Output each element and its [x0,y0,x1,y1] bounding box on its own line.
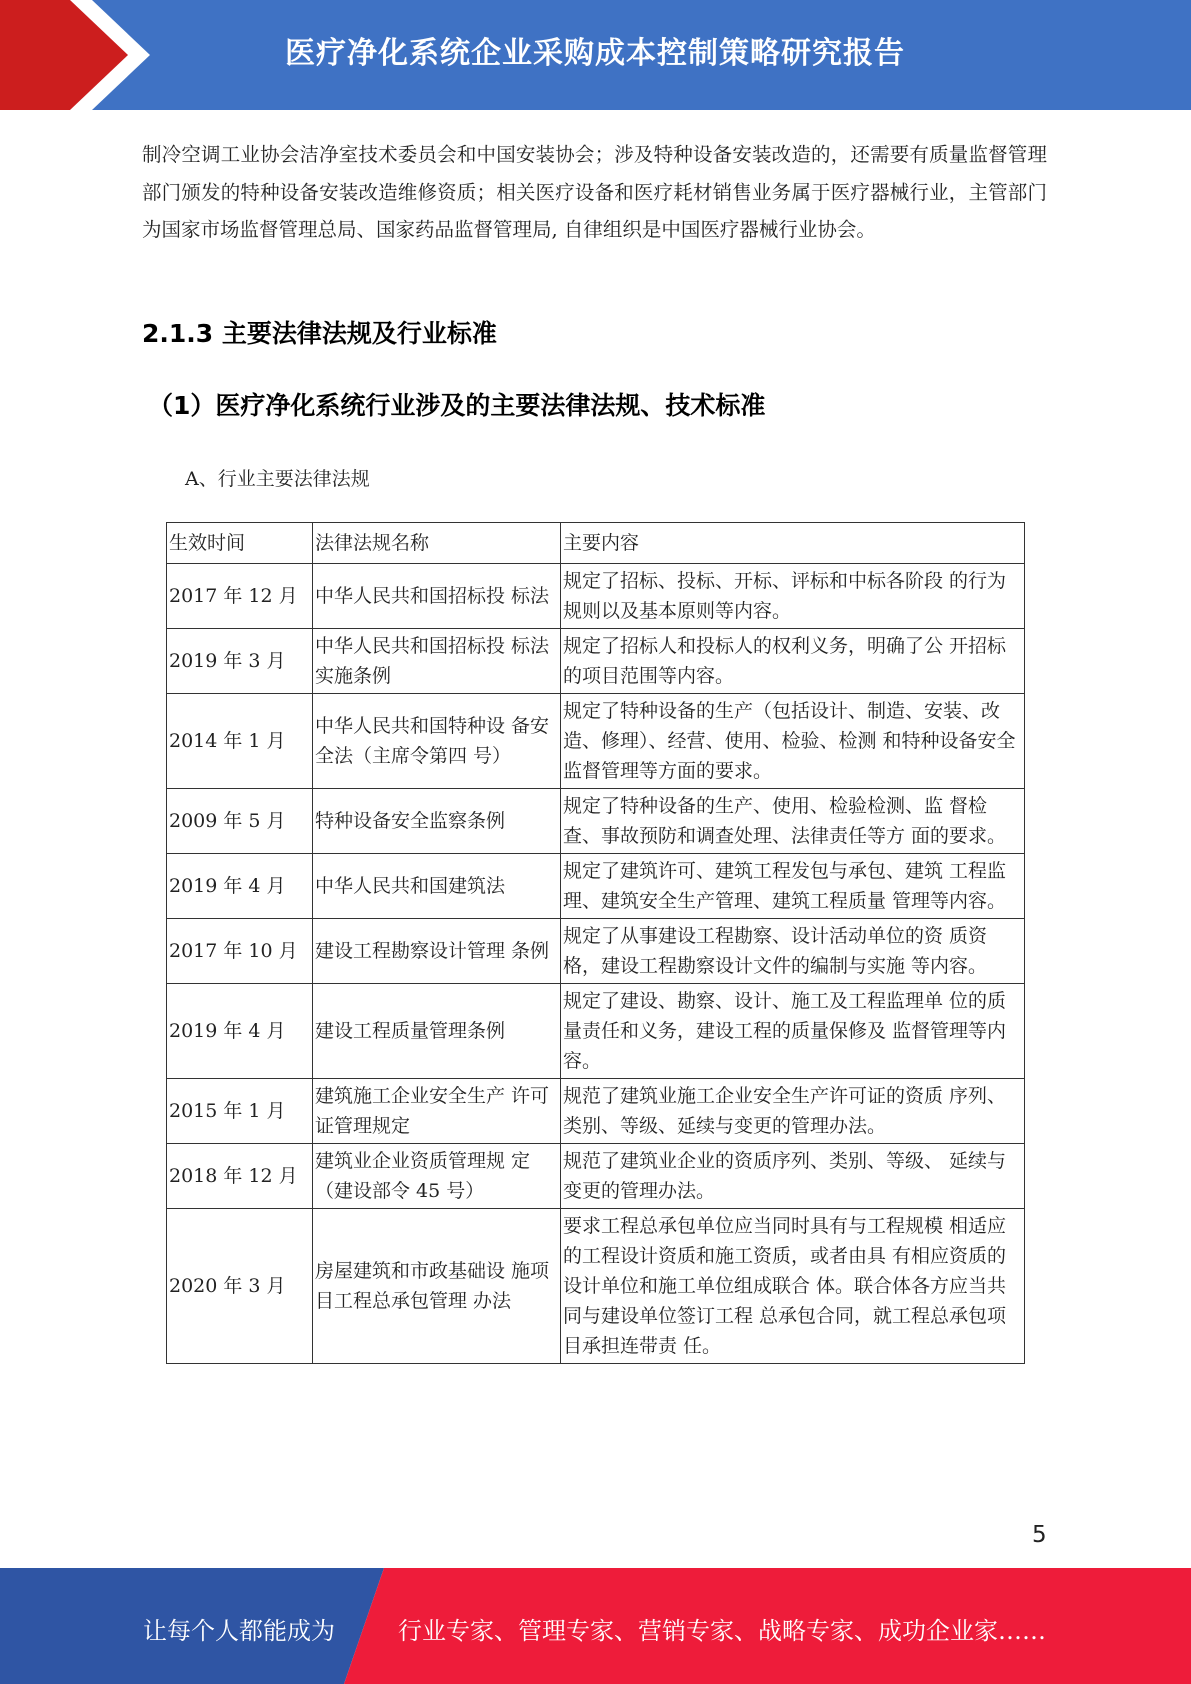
cell-content: 规定了招标人和投标人的权利义务，明确了公 开招标的项目范围等内容。 [561,629,1025,694]
subsection-a-label: A、行业主要法律法规 [185,468,370,490]
cell-date: 2019 年 4 月 [167,984,313,1079]
cell-content: 规定了建设、勘察、设计、施工及工程监理单 位的质量责任和义务，建设工程的质量保修及 监督管理等内容。 [561,984,1025,1079]
cell-name: 建设工程勘察设计管理 条例 [313,919,561,984]
table-row [167,1079,1025,1144]
cell-name: 建筑施工企业安全生产 许可证管理规定 [313,1079,561,1144]
cell-name: 建筑业企业资质管理规 定（建设部令 45 号） [313,1144,561,1209]
header-main-content: 主要内容 [561,523,1025,564]
cell-name: 中华人民共和国招标投 标法 [313,564,561,629]
cell-name: 中华人民共和国特种设 备安全法（主席令第四 号） [313,694,561,789]
cell-content: 规范了建筑业企业的资质序列、类别、等级、 延续与变更的管理办法。 [561,1144,1025,1209]
cell-name: 建设工程质量管理条例 [313,984,561,1079]
table-row [167,919,1025,984]
table-row [167,789,1025,854]
cell-date: 2009 年 5 月 [167,789,313,854]
cell-date: 2019 年 4 月 [167,854,313,919]
cell-date: 2017 年 10 月 [167,919,313,984]
cell-name: 房屋建筑和市政基础设 施项目工程总承包管理 办法 [313,1209,561,1364]
cell-content: 要求工程总承包单位应当同时具有与工程规模 相适应的工程设计资质和施工资质，或者由具 有相应资质的设计单位和施工单位组成联合 体。联合体各方应当共同与建设单位签订工程 总承包合同，就工程总承包项目承担连带责 任。 [561,1209,1025,1364]
table-row [167,984,1025,1079]
cell-date: 2018 年 12 月 [167,1144,313,1209]
cell-content: 规定了招标、投标、开标、评标和中标各阶段 的行为规则以及基本原则等内容。 [561,564,1025,629]
table-row [167,694,1025,789]
table-row [167,564,1025,629]
table-row [167,629,1025,694]
laws-table [166,522,1025,1364]
page-number: 5 [1032,1522,1047,1548]
table-row [167,1209,1025,1364]
cell-name: 特种设备安全监察条例 [313,789,561,854]
header-effective-date: 生效时间 [167,523,313,564]
footer-banner [0,1568,1191,1684]
cell-content: 规定了建筑许可、建筑工程发包与承包、建筑 工程监理、建筑安全生产管理、建筑工程质量 管理等内容。 [561,854,1025,919]
table-row [167,854,1025,919]
cell-name: 中华人民共和国招标投 标法实施条例 [313,629,561,694]
cell-content: 规定了特种设备的生产、使用、检验检测、监 督检查、事故预防和调查处理、法律责任等方 面的要求。 [561,789,1025,854]
cell-date: 2020 年 3 月 [167,1209,313,1364]
footer-slogan-right: 行业专家、管理专家、营销专家、战略专家、成功企业家…… [398,1617,1046,1645]
document-title: 医疗净化系统企业采购成本控制策略研究报告 [285,36,905,71]
cell-content: 规定了特种设备的生产（包括设计、制造、安装、改造、修理）、经营、使用、检验、检测 和特种设备安全监督管理等方面的要求。 [561,694,1025,789]
cell-date: 2015 年 1 月 [167,1079,313,1144]
cell-name: 中华人民共和国建筑法 [313,854,561,919]
subsection-heading: （1）医疗净化系统行业涉及的主要法律法规、技术标准 [148,391,766,420]
cell-date: 2014 年 1 月 [167,694,313,789]
section-heading: 2.1.3 主要法律法规及行业标准 [142,319,497,348]
table-row [167,1144,1025,1209]
header-banner [0,0,1191,110]
cell-content: 规定了从事建设工程勘察、设计活动单位的资 质资格，建设工程勘察设计文件的编制与实施 等内容。 [561,919,1025,984]
header-law-name: 法律法规名称 [313,523,561,564]
cell-date: 2017 年 12 月 [167,564,313,629]
cell-date: 2019 年 3 月 [167,629,313,694]
footer-slogan-left: 让每个人都能成为 [143,1617,335,1645]
intro-paragraph: 制冷空调工业协会洁净室技术委员会和中国安装协会；涉及特种设备安装改造的，还需要有质量监督管理部门颁发的特种设备安装改造维修资质；相关医疗设备和医疗耗材销售业务属于医疗器械行业，主管部门为国家市场监督管理总局、国家药品监督管理局, 自律组织是中国医疗器械行业协会。 [142,143,1047,241]
table-header-row [167,523,1025,564]
cell-content: 规范了建筑业施工企业安全生产许可证的资质 序列、类别、等级、延续与变更的管理办法。 [561,1079,1025,1144]
